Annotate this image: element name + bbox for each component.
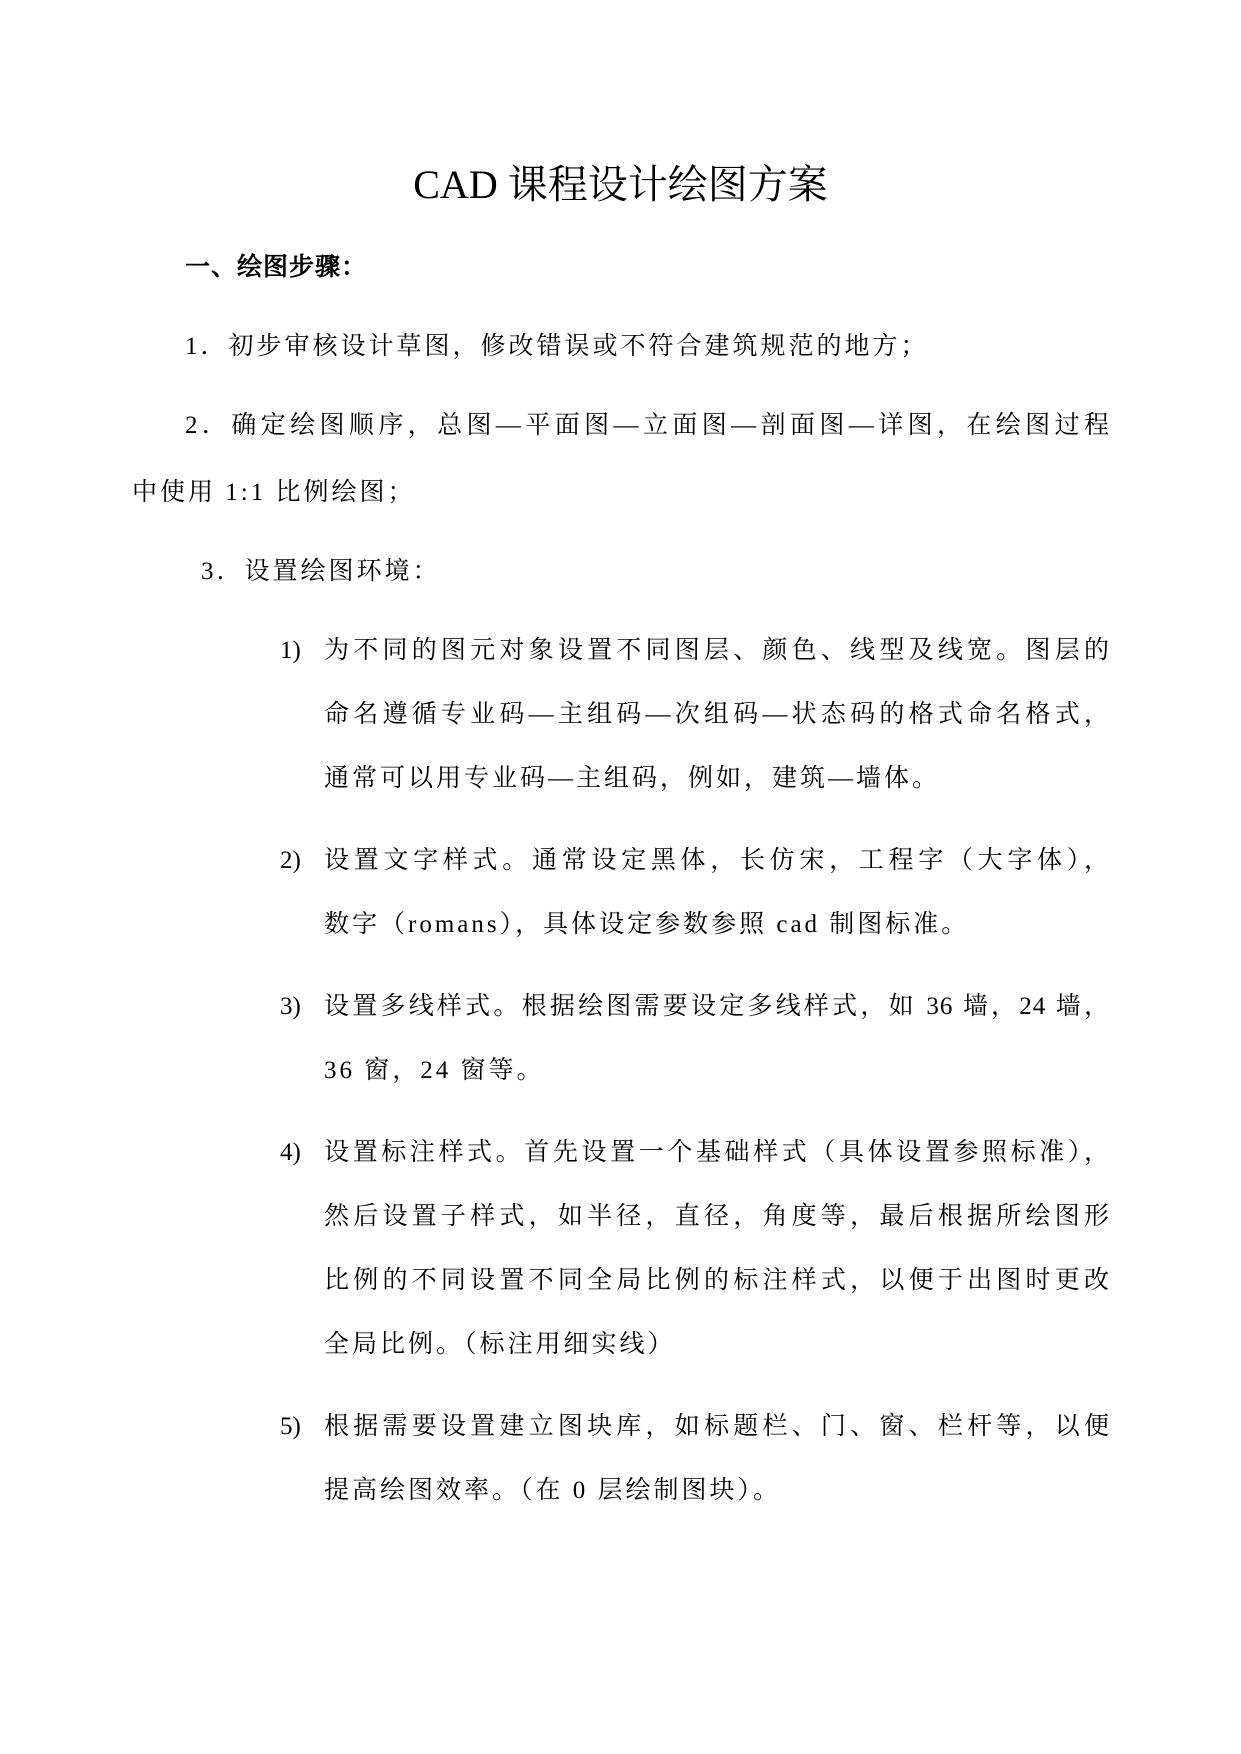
settings-item-line: 命名遵循专业码—主组码—次组码—状态码的格式命名格式， [324,701,1110,728]
settings-item-line: 为不同的图元对象设置不同图层、颜色、线型及线宽。图层的 [324,637,1110,664]
step-2-line-1: 2．确定绘图顺序，总图—平面图—立面图—剖面图—详图，在绘图过程 [185,412,1110,439]
section-heading: 一、绘图步骤： [185,254,368,281]
settings-list [280,619,1110,1541]
settings-item-line: 数字（romans），具体设定参数参照 cad 制图标准。 [324,911,970,938]
settings-item-line: 设置文字样式。通常设定黑体，长仿宋，工程字（大字体）， [324,847,1110,874]
settings-item-line: 36 窗，24 窗等。 [324,1057,545,1084]
step-1 [185,327,929,367]
settings-item-number: 1) [280,637,301,664]
settings-item-2 [280,829,1110,957]
settings-item-3 [280,975,1110,1103]
settings-item-number: 3) [280,993,301,1020]
document-title: CAD 课程设计绘图方案 [413,162,828,207]
step-2 [132,392,1110,526]
settings-item-number: 5) [280,1413,301,1440]
step-2-line-2: 中使用 1:1 比例绘图； [132,479,416,506]
settings-item-line: 设置多线样式。根据绘图需要设定多线样式，如 36 墙，24 墙， [324,993,1110,1020]
settings-item-number: 2) [280,847,301,874]
settings-item-line: 通常可以用专业码—主组码，例如，建筑—墙体。 [324,765,941,792]
settings-item-line: 然后设置子样式，如半径，直径，角度等，最后根据所绘图形 [324,1203,1110,1230]
settings-item-1 [280,619,1110,811]
settings-item-5 [280,1395,1110,1523]
settings-item-line: 比例的不同设置不同全局比例的标注样式，以便于出图时更改 [324,1267,1110,1294]
settings-item-4 [280,1121,1110,1377]
settings-item-number: 4) [280,1139,301,1166]
settings-item-line: 设置标注样式。首先设置一个基础样式（具体设置参照标准）， [324,1139,1110,1166]
step-3-line: 3．设置绘图环境： [201,558,441,585]
settings-item-line: 根据需要设置建立图块库，如标题栏、门、窗、栏杆等，以便 [324,1413,1110,1440]
settings-item-line: 提高绘图效率。（在 0 层绘制图块）。 [324,1477,782,1504]
step-3 [201,552,441,592]
step-1-line: 1．初步审核设计草图，修改错误或不符合建筑规范的地方； [185,333,929,360]
settings-item-line: 全局比例。（标注用细实线） [324,1331,676,1358]
